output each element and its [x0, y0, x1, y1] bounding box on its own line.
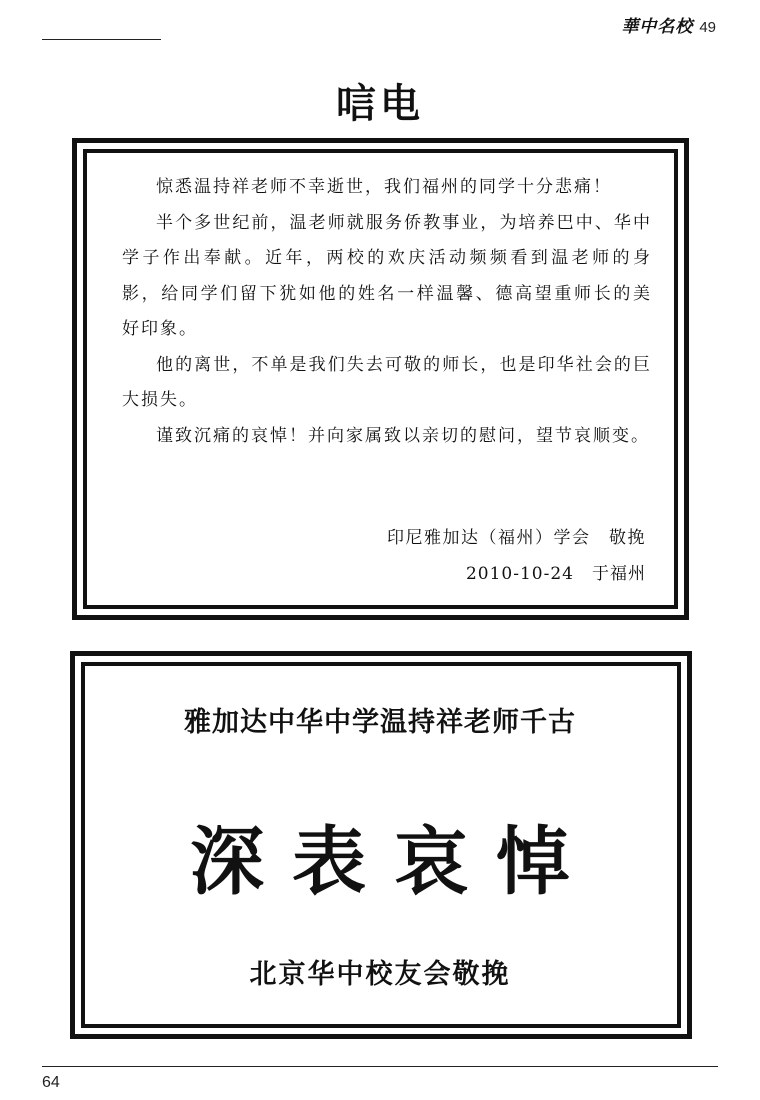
issue-page-number: 49 — [699, 19, 716, 36]
message-paragraph: 谨致沉痛的哀悼！并向家属致以亲切的慰问，望节哀顺变。 — [156, 425, 650, 446]
message-paragraph: 惊悉温持祥老师不幸逝世，我们福州的同学十分悲痛！ — [156, 177, 612, 197]
message-paragraph: 半个多世纪前，温老师就服务侨教事业，为培养巴中、华中学子作出奉献。近年，两校的欢庆活动频频看到温老师的身影，给同学们留下犹如他的姓名一样温馨、德高望重师长的美好印象。 — [122, 212, 652, 339]
header-rule — [42, 39, 161, 40]
elegy-signature: 北京华中校友会敬挽 — [249, 959, 511, 990]
message-paragraph: 他的离世，不单是我们失去可敬的师长，也是印华社会的巨大损失。 — [122, 354, 652, 410]
elegy-dedication: 雅加达中华中学温持祥老师千古 — [184, 707, 576, 738]
magazine-title: 華中名校 — [621, 17, 694, 37]
elegy-main-text: 深表哀悼 — [190, 819, 598, 905]
page-header — [621, 12, 716, 37]
signature-date: 2010-10-24 于福州 — [465, 564, 646, 584]
footer-rule — [42, 1066, 718, 1067]
page-number: 64 — [42, 1074, 60, 1091]
signature-organization: 印尼雅加达（福州）学会 敬挽 — [387, 528, 646, 548]
condolence-message — [122, 170, 652, 454]
page-title: 唁电 — [336, 81, 424, 127]
